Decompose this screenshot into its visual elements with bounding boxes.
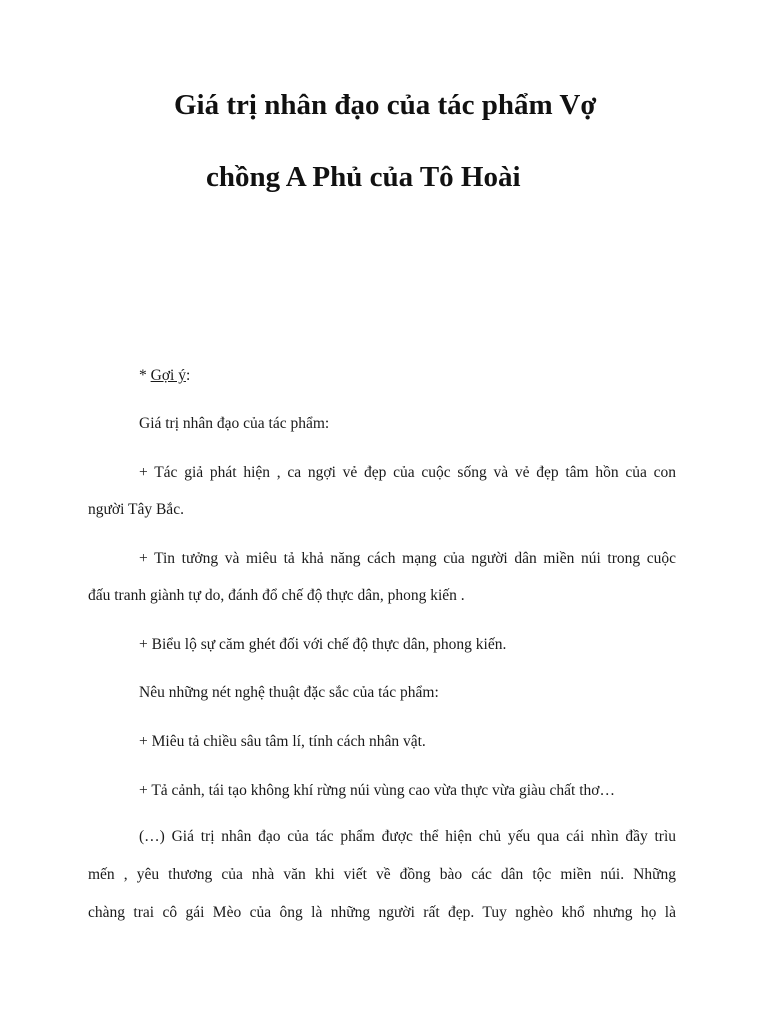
hint-heading	[139, 366, 190, 386]
paragraph-analysis-line-3: chàng trai cô gái Mèo của ông là những người rất đẹp. Tuy nghèo khổ nhưng họ là	[88, 904, 676, 921]
paragraph-point-1-line-2: người Tây Bắc.	[88, 501, 184, 518]
paragraph-point-2-line-2: đấu tranh giành tự do, đánh đổ chế độ thực dân, phong kiến .	[88, 587, 465, 604]
hint-label: Gợi ý	[150, 367, 186, 384]
paragraph-analysis-line-1: (…) Giá trị nhân đạo của tác phẩm được thể hiện chủ yếu qua cái nhìn đầy trìu	[139, 828, 676, 845]
paragraph-point-2-line-1: + Tin tưởng và miêu tả khả năng cách mạng của người dân miền núi trong cuộc	[139, 550, 676, 567]
hint-suffix: :	[185, 367, 191, 384]
hint-prefix: *	[139, 367, 151, 384]
paragraph-point-3: + Biểu lộ sự căm ghét đối với chế độ thực dân, phong kiến.	[139, 636, 507, 653]
document-title-line-1: Giá trị nhân đạo của tác phẩm Vợ	[174, 89, 597, 121]
paragraph-point-1-line-1: + Tác giả phát hiện , ca ngợi vẻ đẹp của cuộc sống và vẻ đẹp tâm hồn của con	[139, 464, 676, 481]
paragraph-humanist-value-heading: Giá trị nhân đạo của tác phẩm:	[139, 415, 330, 432]
paragraph-art-point-1: + Miêu tả chiều sâu tâm lí, tính cách nhân vật.	[139, 733, 426, 750]
paragraph-art-point-2: + Tả cảnh, tái tạo không khí rừng núi vùng cao vừa thực vừa giàu chất thơ…	[139, 782, 615, 799]
paragraph-analysis-line-2: mến , yêu thương của nhà văn khi viết về đồng bào các dân tộc miền núi. Những	[88, 866, 676, 883]
document-title-line-2: chồng A Phủ của Tô Hoài	[206, 161, 521, 193]
paragraph-art-heading: Nêu những nét nghệ thuật đặc sắc của tác phẩm:	[139, 684, 439, 701]
